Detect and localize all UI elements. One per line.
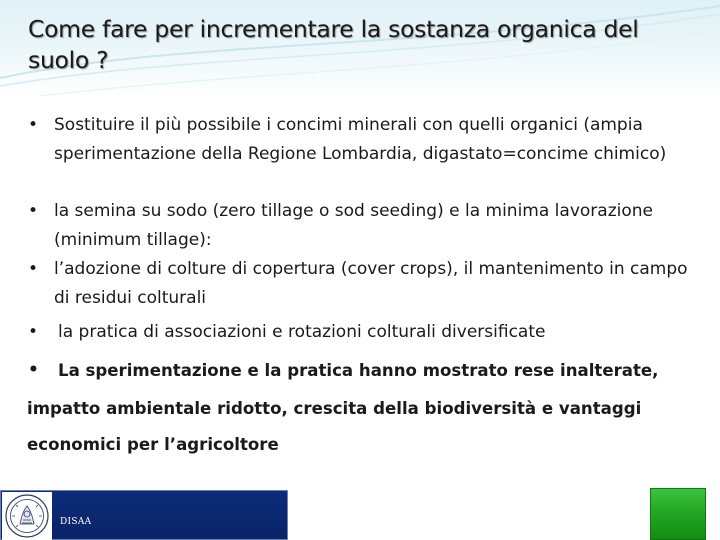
continuation-line: impatto ambientale ridotto, crescita della biodiversità e vantaggi <box>27 399 642 418</box>
bullet-marker: • <box>28 115 39 135</box>
bullet-item <box>28 255 698 312</box>
continuation-line: economici per l’agricoltore <box>27 435 279 454</box>
bullet-item <box>28 318 698 347</box>
bullet-text: la semina su sodo (zero tillage o sod seeding) e la minima lavorazione (minimum tillage): <box>54 201 653 250</box>
bullet-marker: • <box>28 259 39 279</box>
university-seal-icon <box>2 492 52 540</box>
bullet-item <box>28 352 698 389</box>
footer-department-label: DISAA <box>60 517 92 527</box>
bullet-marker: • <box>28 360 39 380</box>
bullet-text: Sostituire il più possibile i concimi minerali con quelli organici (ampia sperimentazione della Regione Lombardia, digastato=concime chimico) <box>54 115 667 164</box>
green-badge <box>650 488 706 540</box>
bullet-marker: • <box>28 201 39 221</box>
bullet-text: l’adozione di colture di copertura (cover crops), il mantenimento in campo di residui colturali <box>54 259 688 308</box>
bullet-item <box>28 111 698 168</box>
bullet-marker: • <box>28 322 39 342</box>
slide-title: Come fare per incrementare la sostanza organica del suolo ? <box>28 15 639 74</box>
bullet-item <box>28 197 698 254</box>
bullet-text: la pratica di associazioni e rotazioni colturali diversificate <box>58 322 546 342</box>
bullet-text: La sperimentazione e la pratica hanno mostrato rese inalterate, <box>58 361 659 380</box>
